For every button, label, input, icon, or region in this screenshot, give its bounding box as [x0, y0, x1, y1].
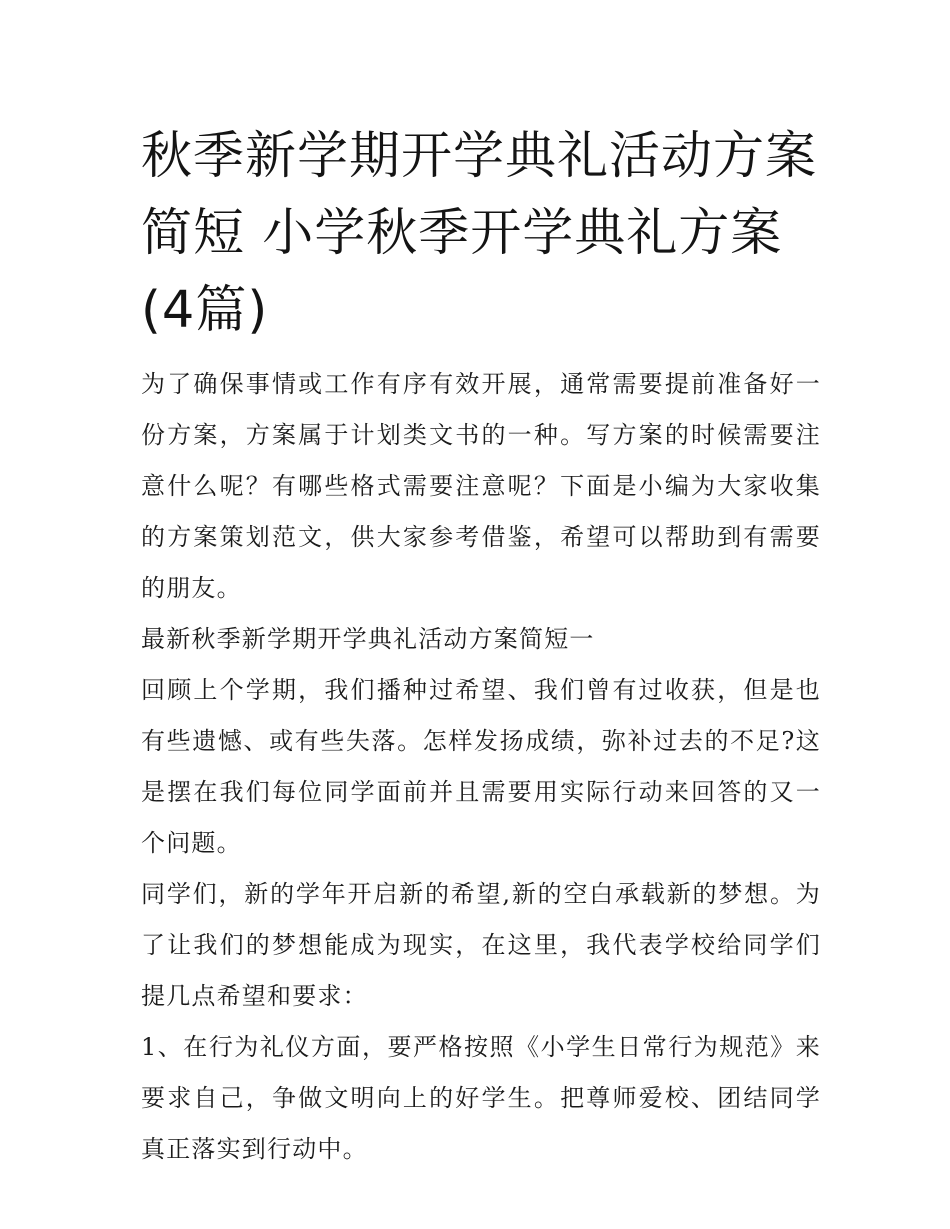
- document-title: 秋季新学期开学典礼活动方案简短 小学秋季开学典礼方案(4篇): [141, 127, 818, 340]
- list-item-paragraph: 1、在行为礼仪方面，要严格按照《小学生日常行为规范》来要求自己，争做文明向上的好学生。把尊师爱校、团结同学真正落实到行动中。: [141, 1033, 821, 1163]
- body-paragraph: 同学们，新的学年开启新的希望,新的空白承载新的梦想。为了让我们的梦想能成为现实，在这里，我代表学校给同学们提几点希望和要求：: [141, 880, 821, 1010]
- document-page: [141, 118, 821, 1175]
- section-heading: 最新秋季新学期开学典礼活动方案简短一: [141, 625, 595, 653]
- document-body: [141, 359, 821, 1175]
- intro-paragraph: 为了确保事情或工作有序有效开展，通常需要提前准备好一份方案，方案属于计划类文书的一种。写方案的时候需要注意什么呢？有哪些格式需要注意呢？下面是小编为大家收集的方案策划范文，供大家参考借鉴，希望可以帮助到有需要的朋友。: [141, 370, 821, 602]
- body-paragraph: 回顾上个学期，我们播种过希望、我们曾有过收获，但是也有些遗憾、或有些失落。怎样发扬成绩，弥补过去的不足?这是摆在我们每位同学面前并且需要用实际行动来回答的又一个问题。: [141, 676, 821, 857]
